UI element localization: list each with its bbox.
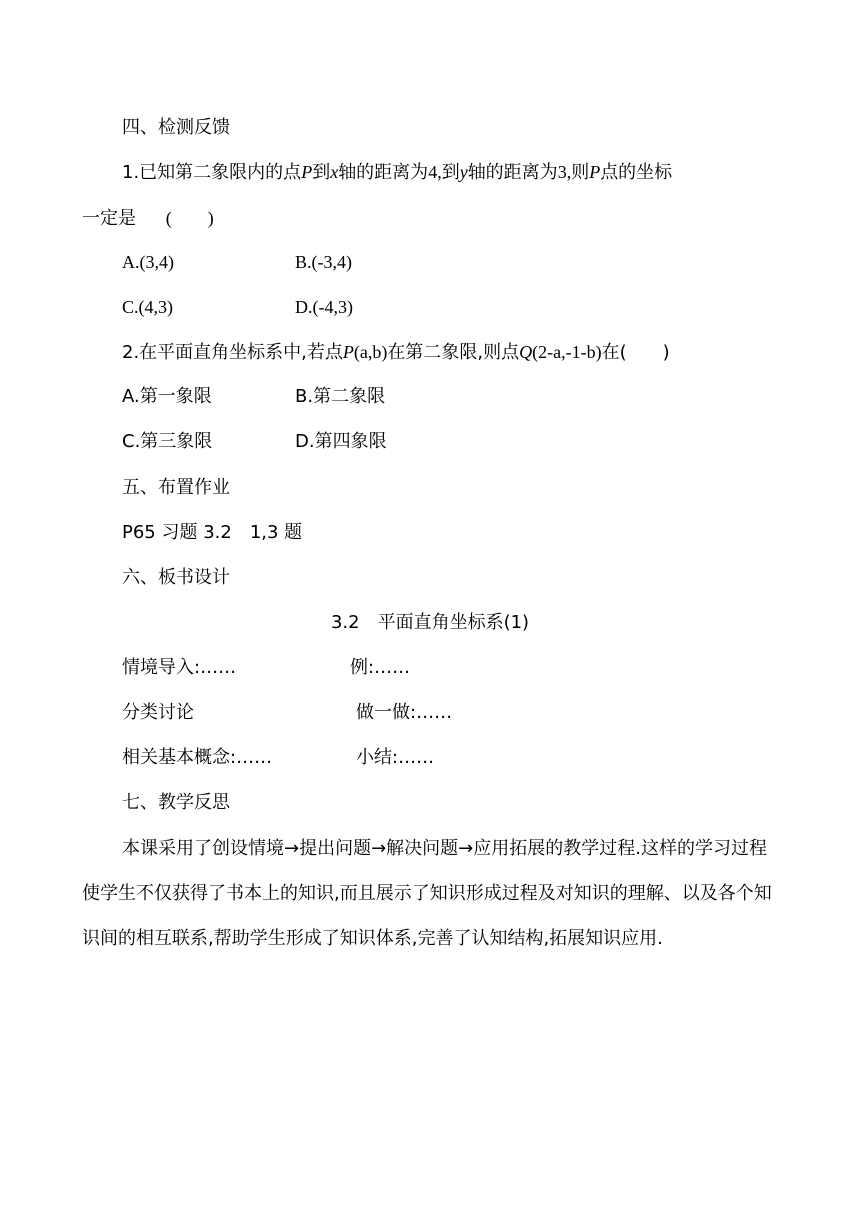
q1-option-a: A.(3,4)	[122, 252, 174, 272]
question-2-line-1	[122, 340, 670, 365]
reflection-paragraph: 本课采用了创设情境→提出问题→解决问题→应用拓展的教学过程.这样的学习过程使学生不仅获得了书本上的知识,而且展示了知识形成过程及对知识的理解、以及各个知识间的相互联系,帮助学生形成了知识体系,完善了认知结构,拓展知识应用.	[82, 838, 772, 949]
q1-text-f: 则	[571, 162, 590, 183]
q1-text-g: 点的坐标	[600, 162, 673, 183]
q1-text-d: 到	[441, 162, 460, 183]
section-heading-homework: 五、布置作业	[122, 477, 230, 498]
q2-var-p: P	[342, 342, 354, 362]
q1-text-b: 到	[312, 162, 331, 183]
q1-var-y: y	[459, 162, 468, 182]
q1-option-d: D.(-4,3)	[295, 297, 353, 317]
board-row-2-left: 分类讨论	[122, 702, 194, 723]
q2-text-c: 在( )	[601, 342, 670, 363]
q1-option-c: C.(4,3)	[122, 297, 173, 317]
q1-num-4: 4,	[428, 162, 442, 182]
section-heading-board-design: 六、板书设计	[122, 567, 230, 588]
question-1-line-1	[122, 160, 672, 185]
q2-var-q: Q	[519, 342, 533, 362]
q1-num-3: 3,	[557, 162, 572, 182]
homework-text: P65 习题 3.2 1,3 题	[122, 522, 303, 543]
q1-var-x: x	[330, 162, 339, 182]
q2-option-c: C.第三象限	[122, 431, 213, 452]
q2-option-a: A.第一象限	[122, 386, 212, 407]
section-heading-reflection: 七、教学反思	[122, 792, 230, 813]
board-row-2-right: 做一做:……	[356, 702, 453, 723]
q2-math-ab: (a,b)	[353, 342, 388, 362]
section-heading-feedback: 四、检测反馈	[122, 117, 230, 138]
q2-math-q: (2-a,-1-b)	[532, 342, 602, 362]
q1-var-p: P	[301, 162, 313, 182]
question-1-line-2	[82, 206, 214, 231]
q1-options-row-1	[122, 250, 174, 274]
q1-var-p2: P	[589, 162, 601, 182]
q1-answer-blank: ( )	[165, 208, 214, 228]
q2-text-a: 2.在平面直角坐标系中,若点	[122, 342, 343, 363]
q1-text-c: 轴的距离为	[338, 162, 429, 183]
board-row-3-right: 小结:……	[356, 747, 435, 768]
q2-text-b: 在第二象限,则点	[387, 342, 520, 363]
q1-text-e: 轴的距离为	[467, 162, 558, 183]
q2-option-b: B.第二象限	[295, 386, 386, 407]
q2-option-d: D.第四象限	[295, 431, 387, 452]
q1-option-b: B.(-3,4)	[295, 252, 352, 272]
board-row-1-right: 例:……	[350, 657, 411, 678]
q1-text-a: 1.已知第二象限内的点	[122, 162, 302, 183]
board-row-1-left: 情境导入:……	[122, 657, 237, 678]
board-row-3-left: 相关基本概念:……	[122, 747, 273, 768]
q1-text-h: 一定是	[82, 208, 136, 229]
board-title: 3.2 平面直角坐标系(1)	[330, 612, 530, 633]
